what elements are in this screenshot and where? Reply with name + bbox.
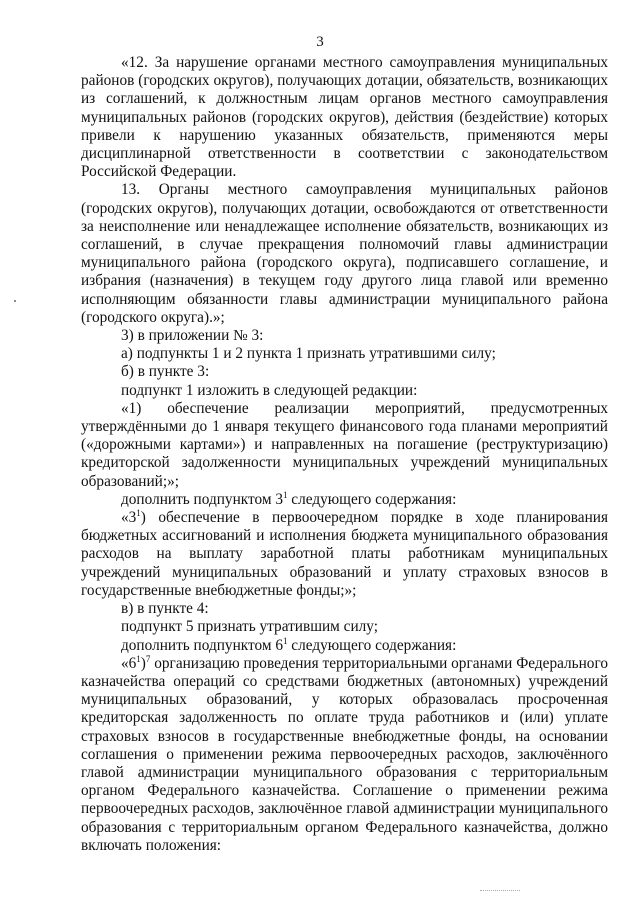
paragraph-sub-b: б) в пункте 3: [121, 363, 210, 381]
superscript: 1 [136, 653, 141, 664]
paragraph-item-13: 13. Органы местного самоуправления муниципальных районов (городских округов), получающих дотации, освобождаются от ответственности за неисполнение или ненадлежащее исполнение обязательств, возникающих из соглашений, в случае прекращения полномочий главы администрации муниципального района (городского округа), подписавшего соглашение, и избрания (назначения) в текущем году другого лица главой или временно исполняющим обязанности главы администрации муниципального района (городского округа).»; [81, 181, 608, 326]
paragraph-appendix-3: 3) в приложении № 3: [121, 327, 264, 345]
paragraph-6-1-text [81, 655, 608, 855]
text-segment: дополнить подпунктом 6 [121, 636, 283, 654]
scan-speck [14, 300, 16, 302]
document-body [81, 54, 608, 855]
paragraph-sub-5-void: подпункт 5 признать утратившим силу; [121, 618, 378, 636]
paragraph-sub-1-text: «1) обеспечение реализации мероприятий, предусмотренных утверждёнными до 1 января текущего финансового года планами мероприятий («дорожными картами») и направленных на погашение (реструктуризацию) кредиторской задолженности муниципальных учреждений муниципальных образований;»; [81, 399, 608, 490]
superscript: 7 [145, 653, 151, 664]
paragraph-add-6-1 [81, 637, 608, 655]
paragraph-sub-1-edit: подпункт 1 изложить в следующей редакции: [121, 381, 418, 399]
text-segment: ) [140, 654, 146, 672]
paragraph-3-1-text [81, 509, 608, 600]
scan-artifact [480, 890, 520, 893]
superscript: 1 [136, 508, 141, 519]
paragraph-sub-a: а) подпункты 1 и 2 пункта 1 признать утратившими силу; [121, 345, 496, 363]
text-segment: следующего содержания: [287, 636, 457, 654]
text-segment: следующего содержания: [287, 490, 457, 508]
page-number: 3 [316, 34, 324, 50]
text-segment: дополнить подпунктом 3 [121, 490, 283, 508]
superscript: 1 [282, 635, 288, 646]
paragraph-sub-v: в) в пункте 4: [121, 600, 209, 618]
text-segment: организацию проведения территориальными органами Федерального казначейства операций со средствами бюджетных (автономных) учреждений муниципальных образований, у которых образовалась просроченная кредиторская задолженность по оплате труда работников и (или) уплате страховых взносов в государственные внебюджетные фонды, на основании соглашения о применении режима первоочередных расходов, заключённого главой администрации муниципального образования с территориальным органом Федерального казначейства. Соглашение о применении режима первоочередных расходов, заключённое главой администрации муниципального образования с территориальным органом Федерального казначейства, должно включать положения: [81, 654, 608, 854]
text-segment: «3 [121, 509, 137, 527]
paragraph-item-12: «12. За нарушение органами местного самоуправления муниципальных районов (городских округов), получающих дотации, обязательств, возникающих из соглашений, к должностным лицам органов местного самоуправления муниципальных районов (городских округов), действия (бездействие) которых привели к нарушению указанных обязательств, применяются меры дисциплинарной ответственности в соответствии с законодательством Российской Федерации. [81, 54, 608, 181]
paragraph-add-3-1 [81, 491, 608, 509]
superscript: 1 [282, 489, 288, 500]
text-segment: «6 [121, 654, 137, 672]
text-segment: ) обеспечение в первоочередном порядке в ходе планирования бюджетных ассигнований и исполнения бюджета муниципального образования расходов на выплату заработной платы работникам муниципальных учреждений муниципальных образований и уплату страховых взносов в государственные внебюджетные фонды;»; [81, 509, 608, 599]
